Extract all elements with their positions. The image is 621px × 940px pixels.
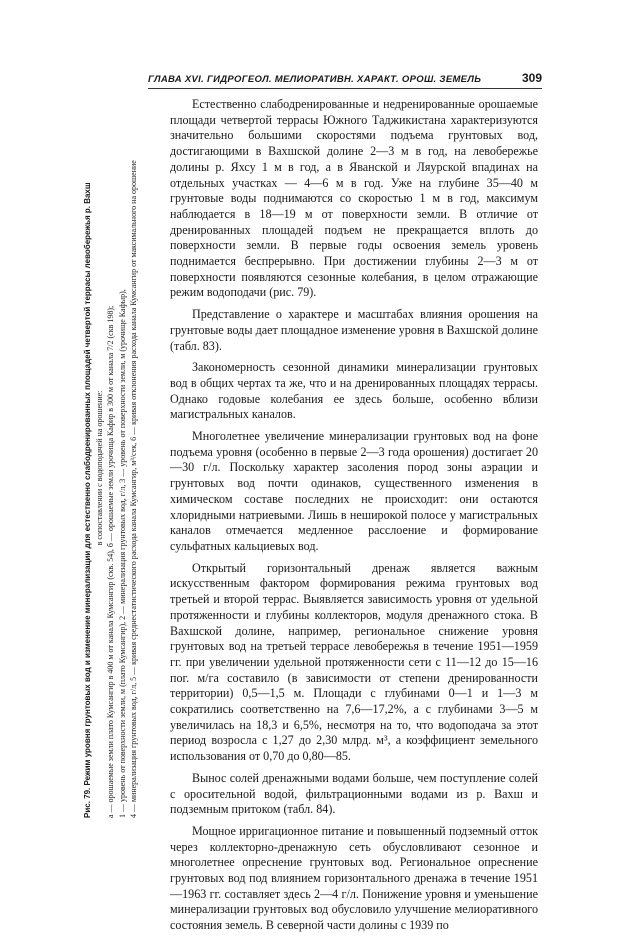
caption-line: в сопоставлении с водоподачей на орошение: bbox=[94, 390, 104, 546]
running-header bbox=[148, 71, 542, 89]
page-number: 309 bbox=[521, 71, 542, 85]
body-text bbox=[170, 97, 538, 940]
caption-lead: Рис. 79. Режим уровня грунтовых вод и изменение минерализации для естественно слабодренированных площадей четвертой террасы левобережья р. Вахш bbox=[83, 182, 92, 818]
caption-line bbox=[82, 118, 94, 818]
paragraph: Мощное ирригационное питание и повышенный подземный отток через коллекторно-дренажную сеть обусловливают сезонное и многолетнее опреснение грунтовых вод. Региональное опреснение грунтовых вод под влиянием горизонтального дренажа в течение 1951—1963 гг. составляет здесь 2—4 г/л. Понижение уровня и уменьшение минерализации грунтовых вод обусловило улучшение мелиоративного состояния земель. В северной части долины с 1939 по bbox=[170, 823, 538, 933]
chapter-title: ГЛАВА XVI. ГИДРОГЕОЛ. МЕЛИОРАТИВН. ХАРАКТ. ОРОШ. ЗЕМЕЛЬ bbox=[148, 74, 482, 85]
caption-line: а — орошаемые земли плато Кумсангир в 400 м от канала Кумсангир (скв. 54), б — орошаемые земли урочища Кафир в 300 м от канала 7/2 (скв 198); bbox=[106, 305, 115, 818]
paragraph: Многолетнее увеличение минерализации грунтовых вод на фоне подъема уровня (особенно в первые 2—3 года орошения) достигает 20—30 г/л. Поскольку характер засоления пород зоны аэрации и грунтовых вод почти одинаков, существенного изменения в химическом составе последних не происходит: они остаются хлоридными натриевыми. Лишь в неширокой полосе у магистральных каналов отмечается медленное расслоение и формирование сульфатных кальциевых вод. bbox=[170, 429, 538, 553]
paragraph: Представление о характере и масштабах влияния орошения на грунтовые воды дает площадное изменение уровня в Вахшской долине (табл. 83). bbox=[170, 307, 538, 353]
caption-line: 1 — уровень от поверхности земли, м (плато Кумсангир), 2 — минерализация грунтовых вод, г/л, 3 — уровень от поверхности земли, м (урочище Кафыр), bbox=[117, 289, 127, 818]
paragraph: Открытый горизонтальный дренаж является важным искусственным фактором формирования режима грунтовых вод третьей и второй террас. Выявляется зависимость уровня от удельной протяженности и глубины коллекторов, модуля дренажного стока. В Вахшской долине, например, региональное снижение уровня грунтовых вод на третьей террасе левобережья в течение 1951—1959 гг. при увеличении удельной протяженности сети с 11—12 до 15—16 пог. м/га составило (в зависимости от степени дренированности территории) 0,5—1,5 м. Площади с глубинами 0—1 и 1—3 м сократились соответственно на 7,6—17,2%, а с глубинами 3—5 м увеличилась на 18,3 и 6,5%, несмотря на то, что водоподача за этот период возросла с 1,27 до 2,30 млрд. м³, а коэффициент земельного использования от 0,70 до 0,80—85. bbox=[170, 560, 538, 764]
paragraph: Вынос солей дренажными водами больше, чем поступление солей с оросительной водой, фильтрационными водами из р. Вахш и подземным притоком (табл. 84). bbox=[170, 770, 538, 817]
figure-caption bbox=[82, 118, 140, 818]
paragraph: Закономерность сезонной динамики минерализации грунтовых вод в общих чертах та же, что и на дренированных площадях террасы. Однако годовые колебания ее здесь больше, особенно вблизи магистральных каналов. bbox=[170, 360, 538, 422]
caption-line: 4 — минерализация грунтовых вод, г/л, 5 — кривая среднестатистического расхода канала Кумсангир, м³/сек, 6 — кривая отклонения расхода канала Кумсангир от максимального на орошение bbox=[129, 160, 138, 818]
paragraph: Естественно слабодренированные и недренированные орошаемые площади четвертой террасы Южного Таджикистана характеризуются значительно большими скоростями подъема грунтовых вод, достигающими в Вахшской долине 2—3 м в год, на левобережье долины р. Яхсу 1 м в год, а в Яванской и Ляурской впадинах на отдельных участках — 4—6 м в год. Уже на глубине 35—40 м грунтовые воды поднимаются со скоростью 1 м в год, максимум наблюдается в 18—19 м от поверхности земли. В отличие от дренированных площадей подъем не прекращается вплоть до поверхности земли. В первые годы освоения земель уровень поднимается беспрерывно. При достижении глубины 2—3 м от поверхности появляются сезонные колебания, в целом отражающие режим водоподачи (рис. 79). bbox=[170, 97, 538, 300]
